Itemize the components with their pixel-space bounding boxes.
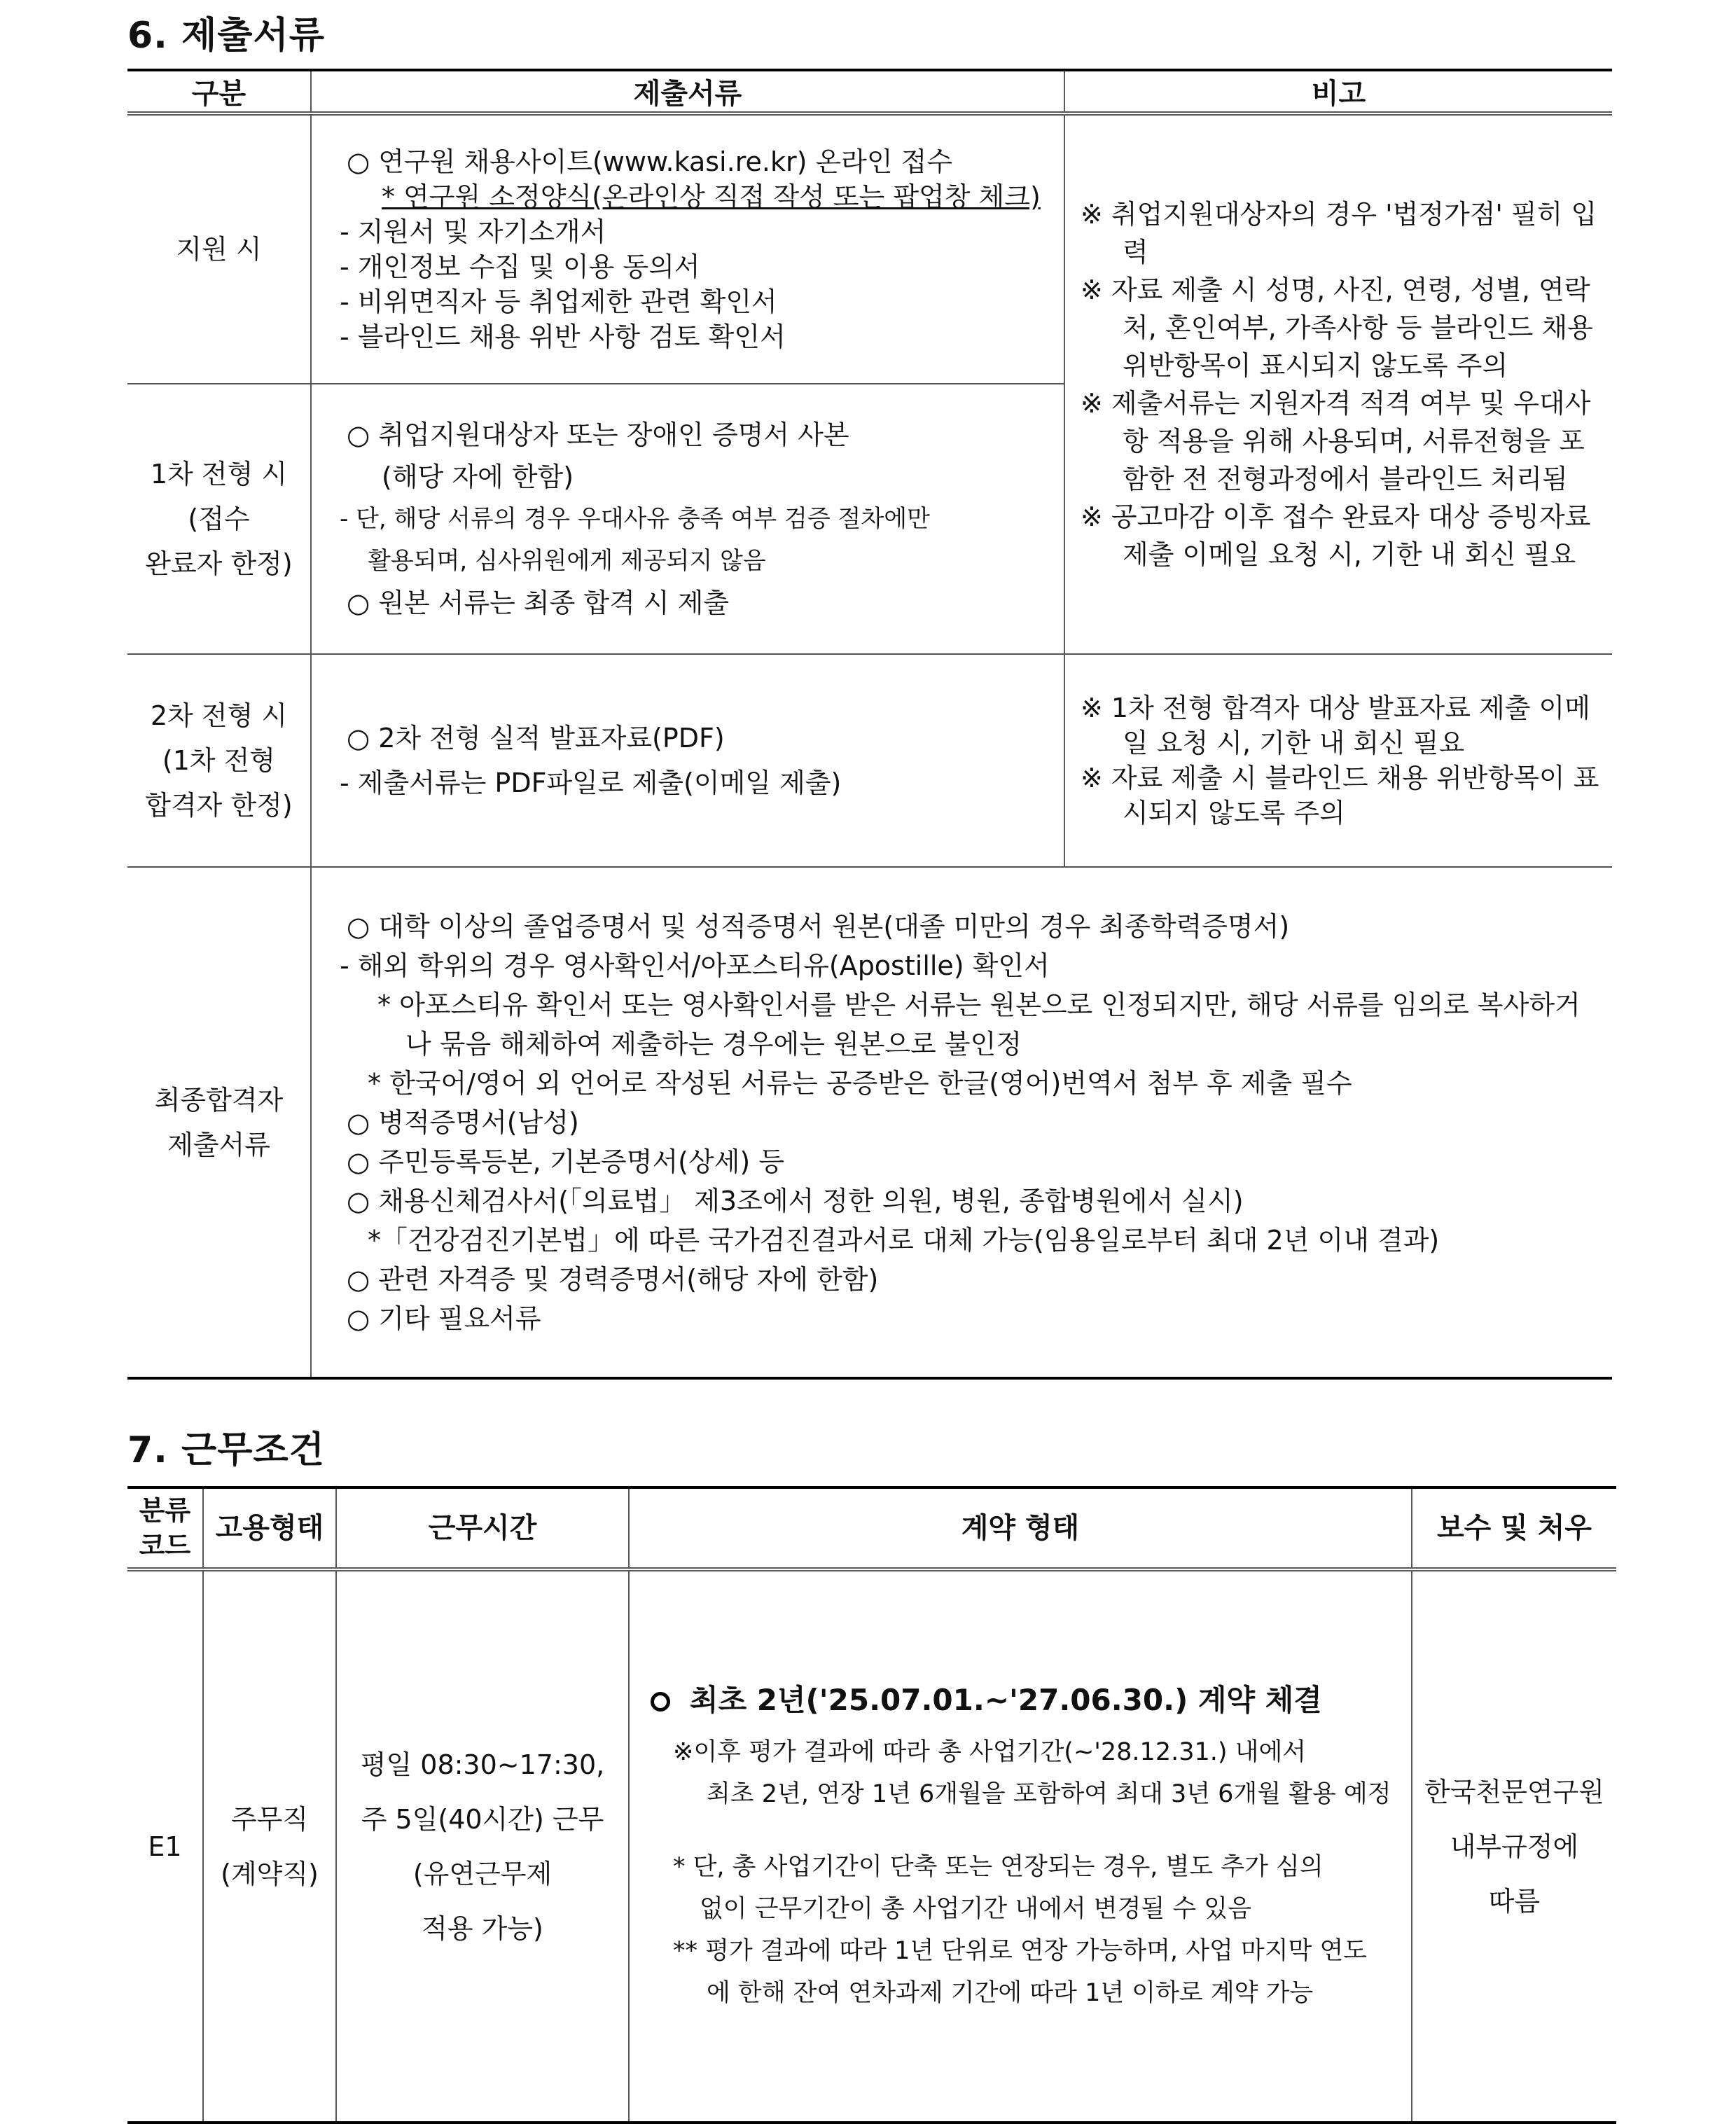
list-item: - 개인정보 수집 및 이용 동의서 <box>340 251 700 282</box>
row-final <box>127 867 1612 1378</box>
header-pay: 보수 및 처우 <box>1412 1487 1616 1569</box>
list-item: * 한국어/영어 외 언어로 작성된 서류는 공증받은 한글(영어)번역서 첨부 후 제출 필수 <box>368 1067 1352 1099</box>
list-item: ○ 기타 필요서류 <box>347 1303 541 1334</box>
header-code-text: 분류 코드 <box>139 1495 191 1561</box>
hours-line: 적용 가능) <box>422 1913 543 1944</box>
list-item: - 해외 학위의 경우 영사확인서/아포스티유(Apostille) 확인서 <box>340 950 1050 981</box>
bullet-circle-icon <box>651 1692 670 1712</box>
note-item: ※ 취업지원대상자의 경우 '법정가점' 필히 입력 <box>1081 199 1597 268</box>
hours-line: 평일 08:30~17:30, <box>360 1749 605 1780</box>
remarks-apply-first <box>1064 113 1612 654</box>
documents-table <box>127 69 1612 1380</box>
employment-cell <box>203 1569 336 2123</box>
list-item: ○ 관련 자격증 및 경력증명서(해당 자에 한함) <box>347 1263 879 1295</box>
category-line: 최종합격자 <box>154 1084 284 1116</box>
list-item: ○ 2차 전형 실적 발표자료(PDF) <box>347 723 725 754</box>
list-item: *「건강검진기본법」에 따른 국가검진결과서로 대체 가능(임용일로부터 최대 2년 이내 결과) <box>368 1224 1440 1256</box>
contract-cell <box>629 1569 1412 2123</box>
list-item: ○ 연구원 채용사이트(www.kasi.re.kr) 온라인 접수 <box>347 146 953 177</box>
section-6-title: 6. 제출서류 <box>127 15 325 57</box>
contract-line: 없이 근무기간이 총 사업기간 내에서 변경될 수 있음 <box>700 1894 1251 1923</box>
row-apply <box>127 113 1612 384</box>
list-item: * 아포스티유 확인서 또는 영사확인서를 받은 서류는 원본으로 인정되지만, 해당 서류를 임의로 복사하거나 묶음 해체하여 제출하는 경우에는 원본으로 불인정 <box>377 989 1581 1060</box>
list-item: (해당 자에 한함) <box>382 461 574 492</box>
pay-cell <box>1412 1569 1616 2123</box>
header-contract: 계약 형태 <box>629 1487 1412 1569</box>
list-item: ○ 취업지원대상자 또는 장애인 증명서 사본 <box>347 419 849 450</box>
hours-line: 주 5일(40시간) 근무 <box>361 1803 604 1835</box>
header-hours: 근무시간 <box>336 1487 629 1569</box>
category-second-round <box>127 654 311 867</box>
category-line: 합격자 한정) <box>145 790 293 821</box>
list-item: - 제출서류는 PDF파일로 제출(이메일 제출) <box>340 768 842 798</box>
contract-line: * 단, 총 사업기간이 단축 또는 연장되는 경우, 별도 추가 심의 <box>673 1852 1324 1881</box>
category-apply: 지원 시 <box>127 113 311 384</box>
header-category: 구분 <box>127 70 311 113</box>
work-row <box>127 1569 1616 2123</box>
category-line: 1차 전형 시 <box>150 459 288 490</box>
category-line: (접수 <box>188 504 250 534</box>
pay-line: 내부규정에 <box>1450 1831 1579 1862</box>
code-cell: E1 <box>127 1569 203 2123</box>
hours-cell <box>336 1569 629 2123</box>
note-item: ※ 1차 전형 합격자 대상 발표자료 제출 이메일 요청 시, 기한 내 회신 필요 <box>1081 693 1590 758</box>
category-line: 제출서류 <box>167 1129 270 1160</box>
apply-documents <box>311 113 1064 384</box>
header-code <box>127 1487 203 1569</box>
note-item: ※ 자료 제출 시 블라인드 채용 위반항목이 표시되지 않도록 주의 <box>1081 763 1599 828</box>
category-line: 완료자 한정) <box>145 548 293 579</box>
note-item: ※ 제출서류는 지원자격 적격 여부 및 우대사항 적용을 위해 사용되며, 서류전형을 포함한 전 전형과정에서 블라인드 처리됨 <box>1081 388 1591 494</box>
employment-line: (계약직) <box>221 1858 319 1889</box>
row-second-round <box>127 654 1612 867</box>
contract-line: ※이후 평가 결과에 따라 총 사업기간(~'28.12.31.) 내에서 <box>673 1737 1307 1766</box>
contract-line: 에 한해 잔여 연차과제 기간에 따라 1년 이하로 계약 가능 <box>707 1978 1314 2007</box>
contract-head-text: 최초 2년('25.07.01.~'27.06.30.) 계약 체결 <box>690 1682 1322 1717</box>
contract-head <box>651 1679 1411 1721</box>
contract-line: 최초 2년, 연장 1년 6개월을 포함하여 최대 3년 6개월 활용 예정 <box>707 1779 1391 1808</box>
note-item: ※ 자료 제출 시 성명, 사진, 연령, 성별, 연락처, 혼인여부, 가족사항 등 블라인드 채용 위반항목이 표시되지 않도록 주의 <box>1081 275 1593 381</box>
header-remarks: 비고 <box>1064 70 1612 113</box>
category-line: 2차 전형 시 <box>150 700 288 731</box>
list-item: ○ 채용신체검사서(「의료법」 제3조에서 정한 의원, 병원, 종합병원에서 실시) <box>347 1185 1244 1216</box>
category-first-round <box>127 384 311 654</box>
list-item: 활용되며, 심사위원에게 제공되지 않음 <box>368 547 766 575</box>
list-item: ○ 주민등록등본, 기본증명서(상세) 등 <box>347 1146 785 1177</box>
hours-line: (유연근무제 <box>412 1858 553 1889</box>
list-item: * 연구원 소정양식(온라인상 직접 작성 또는 팝업창 체크) <box>382 181 1041 212</box>
final-documents <box>311 867 1612 1378</box>
category-line: (1차 전형 <box>162 745 276 776</box>
list-item: - 비위면직자 등 취업제한 관련 확인서 <box>340 286 777 317</box>
work-conditions-table <box>127 1486 1616 2124</box>
list-item: - 단, 해당 서류의 경우 우대사유 충족 여부 검증 절차에만 <box>340 505 930 533</box>
second-round-documents <box>311 654 1064 867</box>
list-item: ○ 병적증명서(남성) <box>347 1106 579 1138</box>
list-item: ○ 원본 서류는 최종 합격 시 제출 <box>347 588 730 618</box>
section-7-title: 7. 근무조건 <box>127 1429 325 1471</box>
header-documents: 제출서류 <box>311 70 1064 113</box>
remarks-second-round <box>1064 654 1612 867</box>
note-item: ※ 공고마감 이후 접수 완료자 대상 증빙자료 제출 이메일 요청 시, 기한 내 회신 필요 <box>1081 501 1591 570</box>
list-item: ○ 대학 이상의 졸업증명서 및 성적증명서 원본(대졸 미만의 경우 최종학력증명서) <box>347 910 1290 942</box>
list-item: - 지원서 및 자기소개서 <box>340 216 606 247</box>
employment-line: 주무직 <box>230 1803 309 1835</box>
first-round-documents <box>311 384 1064 654</box>
category-final <box>127 867 311 1378</box>
documents-header-row <box>127 70 1612 113</box>
pay-line: 따름 <box>1488 1885 1541 1917</box>
contract-line: ** 평가 결과에 따라 1년 단위로 연장 가능하며, 사업 마지막 연도 <box>673 1936 1368 1965</box>
work-header-row <box>127 1487 1616 1569</box>
pay-line: 한국천문연구원 <box>1424 1776 1604 1807</box>
list-item: - 블라인드 채용 위반 사항 검토 확인서 <box>340 321 786 352</box>
header-employment: 고용형태 <box>203 1487 336 1569</box>
